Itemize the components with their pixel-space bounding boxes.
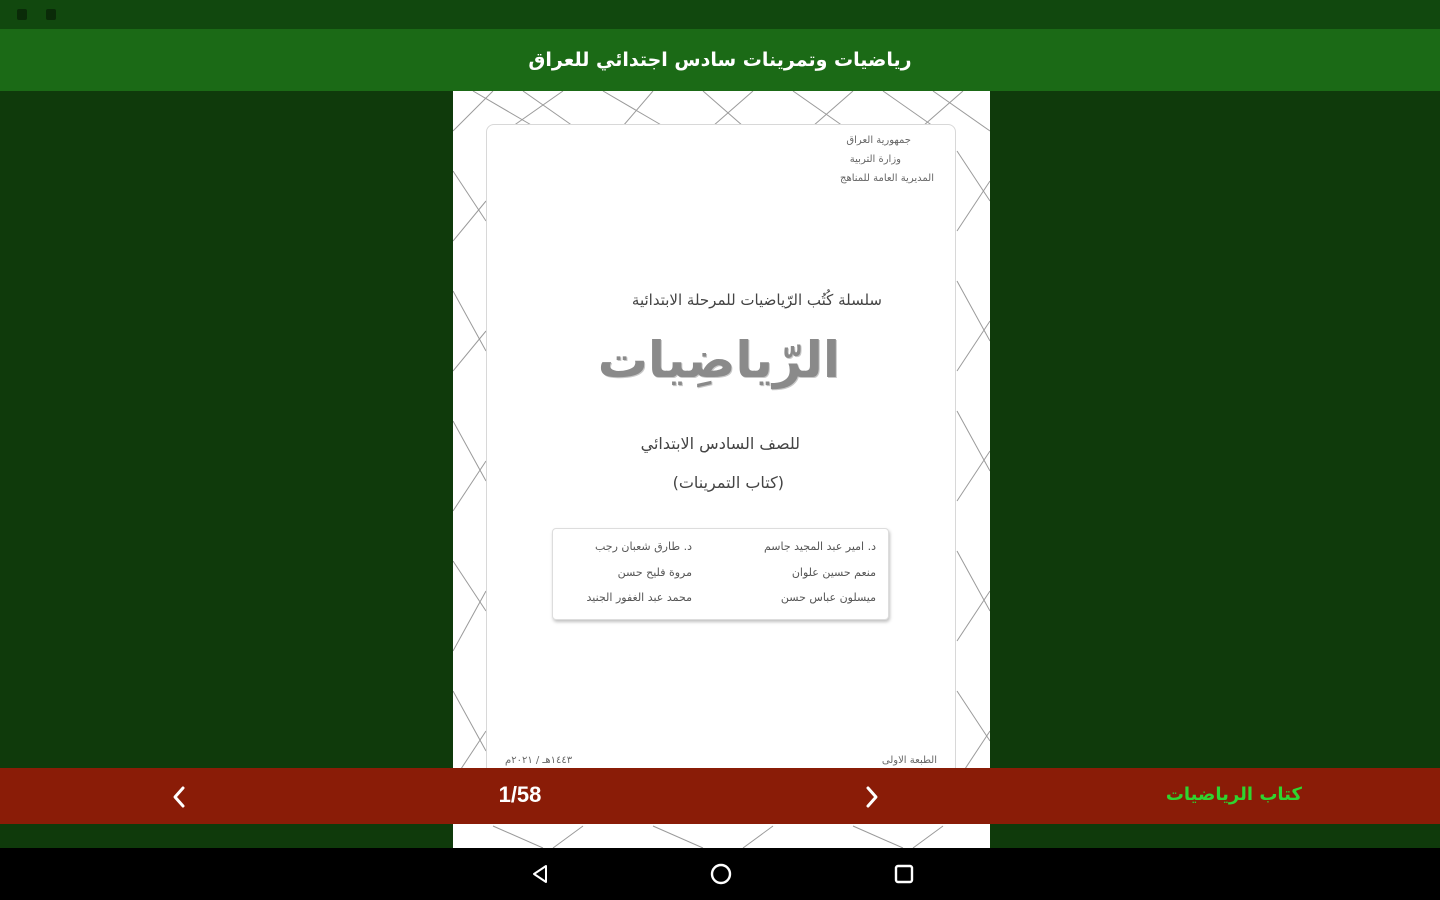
chevron-left-icon: [171, 785, 187, 809]
edition-note: الطبعة الاولى: [881, 755, 937, 766]
author-name: منعم حسين علوان: [791, 566, 876, 579]
grade-title: للصف السادس الابتدائي: [640, 434, 800, 453]
page-navigation-bar: [0, 768, 1440, 824]
authors-box: [552, 528, 889, 620]
home-button[interactable]: [708, 861, 734, 887]
system-navigation-bar: [0, 848, 1440, 900]
page-counter: 1/58: [498, 782, 542, 807]
previous-page-button[interactable]: [164, 782, 194, 812]
author-name: ميسلون عباس حسن: [780, 591, 876, 604]
book-page[interactable]: [453, 91, 990, 848]
author-name: د. طارق شعبان رجب: [594, 540, 692, 553]
header-line-directorate: المديرية العامة للمناهج: [839, 173, 934, 184]
main-title: الرّياضِيات: [597, 331, 840, 389]
notification-icon: [46, 9, 56, 20]
series-title: سلسلة كُتُب الرّياضيات للمرحلة الابتدائية: [631, 291, 882, 309]
notification-icon: [17, 9, 27, 20]
book-type-title: (كتاب التمرينات): [672, 473, 784, 492]
author-name: مروة فليح حسن: [617, 566, 692, 579]
status-bar: [0, 0, 1440, 29]
math-book-link[interactable]: كتاب الرياضيات: [1165, 784, 1302, 805]
author-name: د. امير عبد المجيد جاسم: [763, 540, 876, 553]
recents-icon: [893, 863, 915, 885]
chevron-right-icon: [864, 785, 880, 809]
home-icon: [709, 862, 733, 886]
header-line-ministry: وزارة التربية: [849, 154, 901, 165]
author-name: محمد عبد الغفور الجنيد: [586, 591, 692, 604]
app-title: رياضيات وتمرينات سادس اجتدائي للعراق: [528, 49, 912, 71]
back-icon: [529, 863, 551, 885]
date-note: ١٤٤٣هـ / ٢٠٢١م: [505, 755, 573, 766]
recents-button[interactable]: [891, 861, 917, 887]
header-line-country: جمهورية العراق: [846, 135, 911, 146]
next-page-button[interactable]: [857, 782, 887, 812]
back-button[interactable]: [527, 861, 553, 887]
app-bar: [0, 29, 1440, 91]
